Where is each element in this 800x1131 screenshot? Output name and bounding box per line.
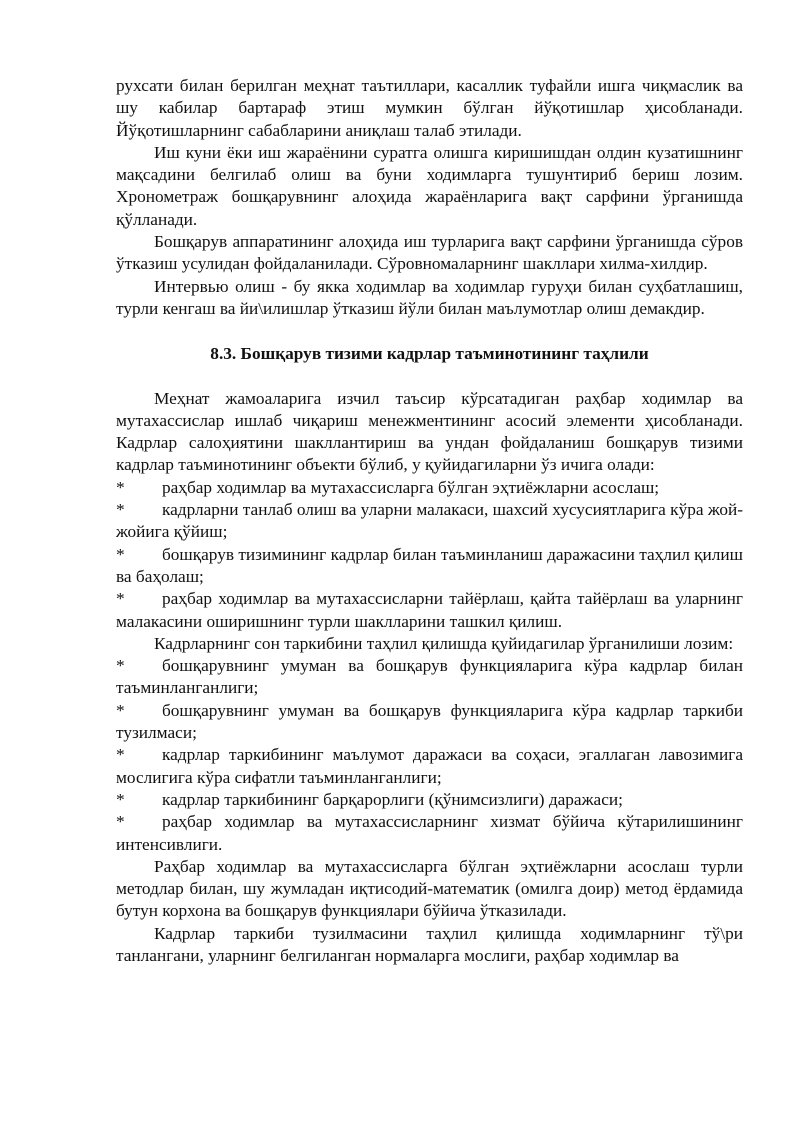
list-item-text: раҳбар ходимлар ва мутахассисларни тайёрлаш, қайта тайёрлаш ва уларнинг малакасини оширишнинг турли шаклларини ташкил қилиш.: [116, 589, 743, 631]
paragraph: Бошқарув аппаратининг алоҳида иш турларига вақт сарфини ўрганишда сўров ўтказиш усулидан фойдаланилади. Сўровномаларнинг шакллари хилма-хилдир.: [116, 232, 743, 274]
bullet-marker: *: [116, 589, 125, 609]
paragraph: Меҳнат жамоаларига изчил таъсир кўрсатадиган раҳбар ходимлар ва мутахассислар ишлаб чиқариш менежментининг асосий элементи ҳисобланади. Кадрлар салоҳиятини шакллантириш ва ундан фойдаланиш бошқарув тизими кадрлар таъминотининг объекти бўлиб, у қуйидагиларни ўз ичига олади:: [116, 388, 743, 475]
list-item: [116, 499, 743, 544]
list-item: [116, 544, 743, 589]
list-item: [116, 655, 743, 700]
paragraph: Кадрларнинг сон таркибини таҳлил қилишда қуйидагилар ўрганилиши лозим:: [154, 633, 734, 653]
list-item: [116, 477, 743, 499]
paragraph: Интервью олиш - бу якка ходимлар ва ходимлар гуруҳи билан суҳбатлашиш, турли кенгаш ва йи\илишлар ўтказиш йўли билан маълумотлар олиш демакдир.: [116, 276, 743, 318]
section-heading: 8.3. Бошқарув тизими кадрлар таъминотининг таҳлили: [210, 344, 649, 364]
bullet-marker: *: [116, 700, 125, 720]
list-item-text: кадрларни танлаб олиш ва уларни малакаси, шахсий хусусиятларига кўра жой-жойига қўйиш;: [116, 500, 743, 542]
list-item: [116, 588, 743, 633]
bullet-marker: *: [116, 789, 125, 809]
paragraph: Раҳбар ходимлар ва мутахассисларга бўлган эҳтиёжларни асослаш турли методлар билан, шу жумладан иқтисодий-математик (омилга доир) метод ёрдамида бутун корхона ва бошқарув функциялари бўйича ўтказилади.: [116, 856, 743, 921]
list-item-text: бошқарув тизимининг кадрлар билан таъминланиш даражасини таҳлил қилиш ва баҳолаш;: [116, 544, 743, 586]
paragraph: Иш куни ёки иш жараёнини суратга олишга киришишдан олдин кузатишнинг мақсадини белгилаб олиш ва буни ходимларга тушунтириб бериш лозим. Хронометраж бошқарувнинг алоҳида жараёнларига вақт сарфини ўрганишда қўлланади.: [116, 142, 743, 229]
list-item-text: кадрлар таркибининг барқарорлиги (қўнимсизлиги) даражаси;: [162, 789, 623, 809]
list-item: [116, 744, 743, 789]
list-item: [116, 811, 743, 856]
bullet-marker: *: [116, 745, 125, 765]
bullet-marker: *: [116, 500, 125, 520]
paragraph: рухсати билан берилган меҳнат таътиллари, касаллик туфайли ишга чиқмаслик ва шу кабилар бартараф этиш мумкин бўлган йўқотишлар ҳисобланади. Йўқотишларнинг сабабларини аниқлаш талаб этилади.: [116, 76, 743, 140]
paragraph: Кадрлар таркиби тузилмасини таҳлил қилишда ходимларнинг тў\ри танлангани, уларнинг белгиланган нормаларга мослиги, раҳбар ходимлар ва: [116, 923, 743, 965]
bullet-marker: *: [116, 812, 125, 832]
bullet-marker: *: [116, 544, 125, 564]
list-item-text: раҳбар ходимлар ва мутахассисларнинг хизмат бўйича кўтарилишининг интенсивлиги.: [116, 812, 743, 854]
bullet-marker: *: [116, 477, 125, 497]
list-item-text: кадрлар таркибининг маълумот даражаси ва соҳаси, эгаллаган лавозимига мослигига кўра сифатли таъминланганлиги;: [116, 745, 743, 787]
list-item: [116, 789, 743, 811]
list-item-text: раҳбар ходимлар ва мутахассисларга бўлган эҳтиёжларни асослаш;: [162, 477, 660, 497]
list-item-text: бошқарувнинг умуман ва бошқарув функцияларига кўра кадрлар таркиби тузилмаси;: [116, 700, 743, 743]
list-item: [116, 700, 743, 745]
list-item-text: бошқарувнинг умуман ва бошқарув функцияларига кўра кадрлар билан таъминланганлиги;: [116, 656, 743, 698]
bullet-marker: *: [116, 656, 125, 676]
